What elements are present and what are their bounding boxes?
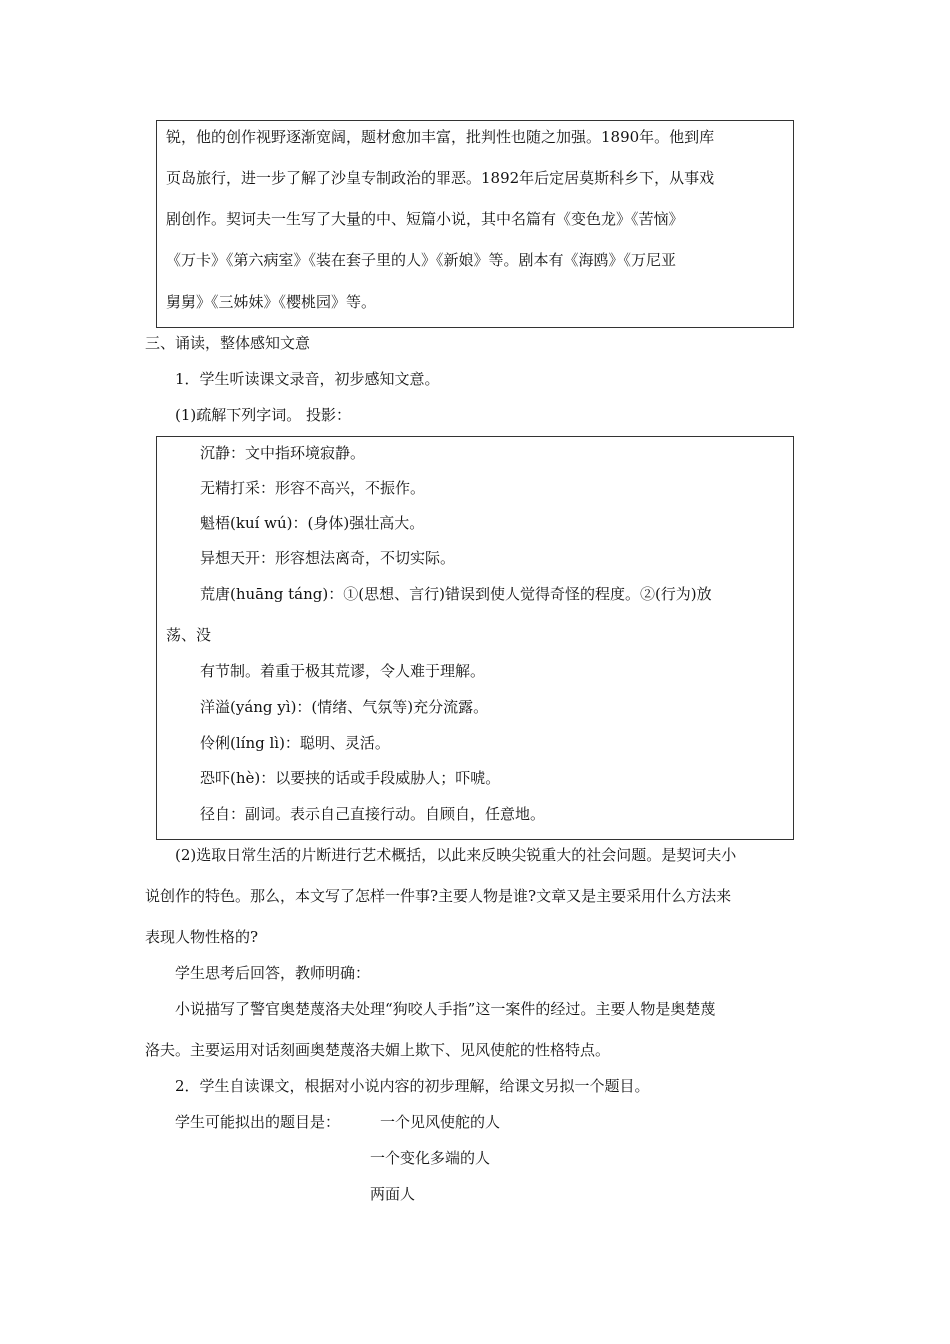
- para-2: 说创作的特色。那么，本文写了怎样一件事?主要人物是谁?文章又是主要采用什么方法来: [145, 887, 732, 905]
- title-option-3: 两面人: [370, 1185, 416, 1203]
- bio-line-5: 舅舅》《三姊妹》《樱桃园》等。: [166, 293, 377, 311]
- title-option-2: 一个变化多端的人: [370, 1149, 491, 1167]
- step-1: 1．学生听读课文录音，初步感知文意。: [175, 370, 440, 388]
- vocab-4: 异想天开：形容想法离奇，不切实际。: [200, 549, 456, 567]
- vocab-5: 荒唐(huāng táng)：①(思想、言行)错误到使人觉得奇怪的程度。②(行为)放: [200, 585, 712, 603]
- bio-line-1: 锐，他的创作视野逐渐宽阔，题材愈加丰富，批判性也随之加强。1890年。他到库: [166, 128, 715, 146]
- step-2: 2．学生自读课文，根据对小说内容的初步理解，给课文另拟一个题目。: [175, 1077, 650, 1095]
- bio-line-2: 页岛旅行，进一步了解了沙皇专制政治的罪恶。1892年后定居莫斯科乡下，从事戏: [166, 169, 715, 187]
- para-5: 小说描写了警官奥楚蔑洛夫处理“狗咬人手指”这一案件的经过。主要人物是奥楚蔑: [175, 1000, 716, 1018]
- step-1-sub: (1)疏解下列字词。 投影：: [175, 406, 352, 424]
- vocab-8: 恐吓(hè)：以要挟的话或手段威胁人；吓唬。: [200, 769, 501, 787]
- para-3: 表现人物性格的?: [145, 928, 259, 946]
- vocab-5-end: 有节制。着重于极其荒谬，令人难于理解。: [200, 662, 486, 680]
- section-heading: 三、诵读，整体感知文意: [145, 334, 311, 352]
- vocab-9: 径自：副词。表示自己直接行动。自顾自，任意地。: [200, 805, 546, 823]
- vocab-6: 洋溢(yáng yì)：(情绪、气氛等)充分流露。: [200, 698, 489, 716]
- vocab-7: 伶俐(líng lì)：聪明、灵活。: [200, 734, 390, 752]
- vocab-5-cont: 荡、没: [166, 626, 212, 644]
- para-6: 洛夫。主要运用对话刻画奥楚蔑洛夫媚上欺下、见风使舵的性格特点。: [145, 1041, 611, 1059]
- bio-line-3: 剧创作。契诃夫一生写了大量的中、短篇小说，其中名篇有《变色龙》《苦恼》: [166, 210, 684, 228]
- titles-intro: 学生可能拟出的题目是：: [175, 1113, 341, 1131]
- para-4: 学生思考后回答，教师明确：: [175, 964, 371, 982]
- bio-line-4: 《万卡》《第六病室》《装在套子里的人》《新娘》等。剧本有《海鸥》《万尼亚: [166, 251, 677, 269]
- para-1: (2)选取日常生活的片断进行艺术概括，以此来反映尖锐重大的社会问题。是契诃夫小: [175, 846, 737, 864]
- vocab-1: 沉静：文中指环境寂静。: [200, 444, 366, 462]
- vocab-3: 魁梧(kuí wú)：(身体)强壮高大。: [200, 514, 425, 532]
- vocab-2: 无精打采：形容不高兴，不振作。: [200, 479, 426, 497]
- title-option-1: 一个见风使舵的人: [380, 1113, 501, 1131]
